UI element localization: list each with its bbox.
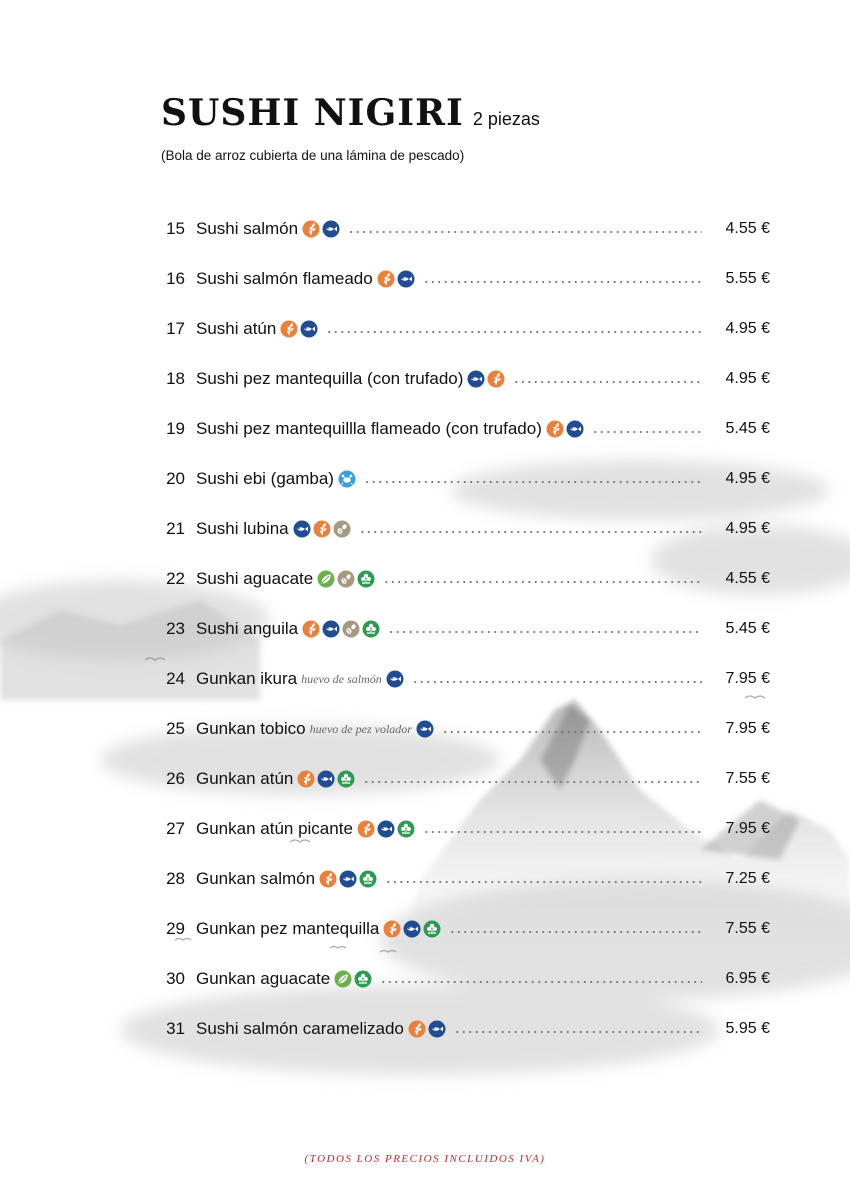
- allergen-icons: [383, 920, 443, 938]
- item-name: Gunkan aguacate: [196, 969, 331, 988]
- fish-icon: [322, 220, 340, 238]
- nuts-icon: [342, 620, 360, 638]
- item-name: Gunkan atún: [196, 769, 294, 788]
- dot-leader: [412, 681, 702, 683]
- fish-icon: [566, 420, 584, 438]
- item-number: 20: [166, 469, 185, 488]
- item-number: 19: [166, 419, 185, 438]
- item-note: huevo de pez volador: [309, 721, 412, 736]
- item-name: Sushi lubina: [196, 519, 289, 538]
- item-price: 7.55 €: [725, 770, 770, 787]
- fish-icon: [467, 370, 485, 388]
- allergen-icons: [334, 970, 374, 988]
- menu-item: [158, 1004, 770, 1054]
- wheat-icon: [280, 320, 298, 338]
- menu-item: [158, 854, 770, 904]
- item-name: Sushi salmón caramelizado: [196, 1019, 404, 1038]
- allergen-icons: [546, 420, 586, 438]
- item-price: 4.95 €: [725, 520, 770, 537]
- item-price: 5.55 €: [725, 270, 770, 287]
- item-number: 25: [166, 719, 185, 738]
- menu-header: [161, 92, 540, 163]
- item-name: Sushi aguacate: [196, 569, 314, 588]
- menu-item: [158, 304, 770, 354]
- dot-leader: [513, 381, 702, 383]
- nuts-icon: [337, 570, 355, 588]
- item-price: 5.95 €: [725, 1020, 770, 1037]
- menu-item: [158, 704, 770, 754]
- dot-leader: [423, 281, 702, 283]
- item-name: Sushi pez mantequilla (con trufado): [196, 369, 464, 388]
- dot-leader: [454, 1031, 702, 1033]
- fish-icon: [377, 820, 395, 838]
- allergen-icons: [293, 520, 353, 538]
- allergen-icons: [357, 820, 417, 838]
- item-name: Gunkan ikura: [196, 669, 298, 688]
- allergen-icons: [317, 570, 377, 588]
- wheat-icon: [319, 870, 337, 888]
- item-number: 31: [166, 1019, 185, 1038]
- item-name: Gunkan salmón: [196, 869, 316, 888]
- dot-leader: [592, 431, 702, 433]
- item-name: Sushi pez mantequillla flameado (con trufado): [196, 419, 542, 438]
- item-number: 17: [166, 319, 185, 338]
- item-name: Sushi salmón: [196, 219, 299, 238]
- item-price: 7.95 €: [725, 720, 770, 737]
- menu-item: [158, 354, 770, 404]
- allergen-green-icon: [362, 620, 380, 638]
- allergen-icons: [338, 470, 358, 488]
- allergen-green-icon: [357, 570, 375, 588]
- item-price: 7.95 €: [725, 670, 770, 687]
- item-number: 18: [166, 369, 185, 388]
- menu-item: [158, 954, 770, 1004]
- item-price: 4.95 €: [725, 470, 770, 487]
- dot-leader: [363, 781, 702, 783]
- wheat-icon: [357, 820, 375, 838]
- fish-icon: [397, 270, 415, 288]
- allergen-icons: [467, 370, 507, 388]
- dot-leader: [326, 331, 702, 333]
- allergen-icons: [302, 220, 342, 238]
- wheat-icon: [297, 770, 315, 788]
- item-number: 30: [166, 969, 185, 988]
- allergen-icons: [408, 1020, 448, 1038]
- allergen-green-icon: [337, 770, 355, 788]
- menu-item: [158, 504, 770, 554]
- dot-leader: [348, 231, 702, 233]
- allergen-icons: [280, 320, 320, 338]
- item-price: 6.95 €: [725, 970, 770, 987]
- nuts-icon: [333, 520, 351, 538]
- dot-leader: [442, 731, 702, 733]
- allergen-icons: [319, 870, 379, 888]
- item-name: Sushi atún: [196, 319, 277, 338]
- item-number: 22: [166, 569, 185, 588]
- item-number: 29: [166, 919, 185, 938]
- allergen-green-icon: [397, 820, 415, 838]
- item-price: 4.55 €: [725, 220, 770, 237]
- item-name: Sushi salmón flameado: [196, 269, 373, 288]
- fish-icon: [293, 520, 311, 538]
- item-name: Gunkan pez mantequilla: [196, 919, 380, 938]
- wheat-icon: [383, 920, 401, 938]
- item-number: 28: [166, 869, 185, 888]
- item-number: 15: [166, 219, 185, 238]
- menu-item: [158, 654, 770, 704]
- dot-leader: [380, 981, 702, 983]
- leaf-icon: [317, 570, 335, 588]
- item-number: 26: [166, 769, 185, 788]
- fish-icon: [403, 920, 421, 938]
- item-name: Sushi anguila: [196, 619, 299, 638]
- dot-leader: [423, 831, 702, 833]
- dot-leader: [449, 931, 702, 933]
- fish-icon: [300, 320, 318, 338]
- item-name: Gunkan tobico: [196, 719, 306, 738]
- wheat-icon: [377, 270, 395, 288]
- item-price: 7.95 €: [725, 820, 770, 837]
- allergen-green-icon: [354, 970, 372, 988]
- dot-leader: [359, 531, 702, 533]
- item-number: 27: [166, 819, 185, 838]
- fish-icon: [317, 770, 335, 788]
- wheat-icon: [313, 520, 331, 538]
- menu-item: [158, 404, 770, 454]
- dot-leader: [388, 631, 702, 633]
- wheat-icon: [302, 220, 320, 238]
- menu-item: [158, 454, 770, 504]
- item-price: 4.95 €: [725, 370, 770, 387]
- allergen-icons: [297, 770, 357, 788]
- item-name: Sushi ebi (gamba): [196, 469, 334, 488]
- dot-leader: [383, 581, 702, 583]
- fish-icon: [416, 720, 434, 738]
- menu-item: [158, 204, 770, 254]
- menu-item: [158, 904, 770, 954]
- menu-item: [158, 754, 770, 804]
- pieces-count: 2 piezas: [472, 109, 540, 129]
- item-price: 4.55 €: [725, 570, 770, 587]
- fish-icon: [339, 870, 357, 888]
- vat-footnote: (TODOS LOS PRECIOS INCLUIDOS IVA): [304, 1153, 546, 1165]
- item-number: 24: [166, 669, 185, 688]
- allergen-icons: [302, 620, 382, 638]
- item-name: Gunkan atún picante: [196, 819, 353, 838]
- allergen-icons: [416, 720, 436, 738]
- item-price: 7.55 €: [725, 920, 770, 937]
- page-title: SUSHI NIGIRI: [161, 92, 464, 134]
- allergen-green-icon: [359, 870, 377, 888]
- crab-icon: [338, 470, 356, 488]
- allergen-green-icon: [423, 920, 441, 938]
- page-subtitle: (Bola de arroz cubierta de una lámina de pescado): [161, 148, 465, 163]
- wheat-icon: [487, 370, 505, 388]
- menu-item: [158, 604, 770, 654]
- item-price: 5.45 €: [725, 420, 770, 437]
- leaf-icon: [334, 970, 352, 988]
- dot-leader: [385, 881, 702, 883]
- wheat-icon: [546, 420, 564, 438]
- item-price: 4.95 €: [725, 320, 770, 337]
- allergen-icons: [377, 270, 417, 288]
- wheat-icon: [302, 620, 320, 638]
- item-number: 16: [166, 269, 185, 288]
- item-price: 7.25 €: [725, 870, 770, 887]
- wheat-icon: [408, 1020, 426, 1038]
- menu-list: [158, 204, 770, 1054]
- menu-item: [158, 804, 770, 854]
- allergen-icons: [386, 670, 406, 688]
- menu-item: [158, 554, 770, 604]
- fish-icon: [386, 670, 404, 688]
- item-note: huevo de salmón: [301, 671, 382, 686]
- dot-leader: [364, 481, 702, 483]
- item-number: 23: [166, 619, 185, 638]
- menu-item: [158, 254, 770, 304]
- item-number: 21: [166, 519, 185, 538]
- item-price: 5.45 €: [725, 620, 770, 637]
- fish-icon: [322, 620, 340, 638]
- fish-icon: [428, 1020, 446, 1038]
